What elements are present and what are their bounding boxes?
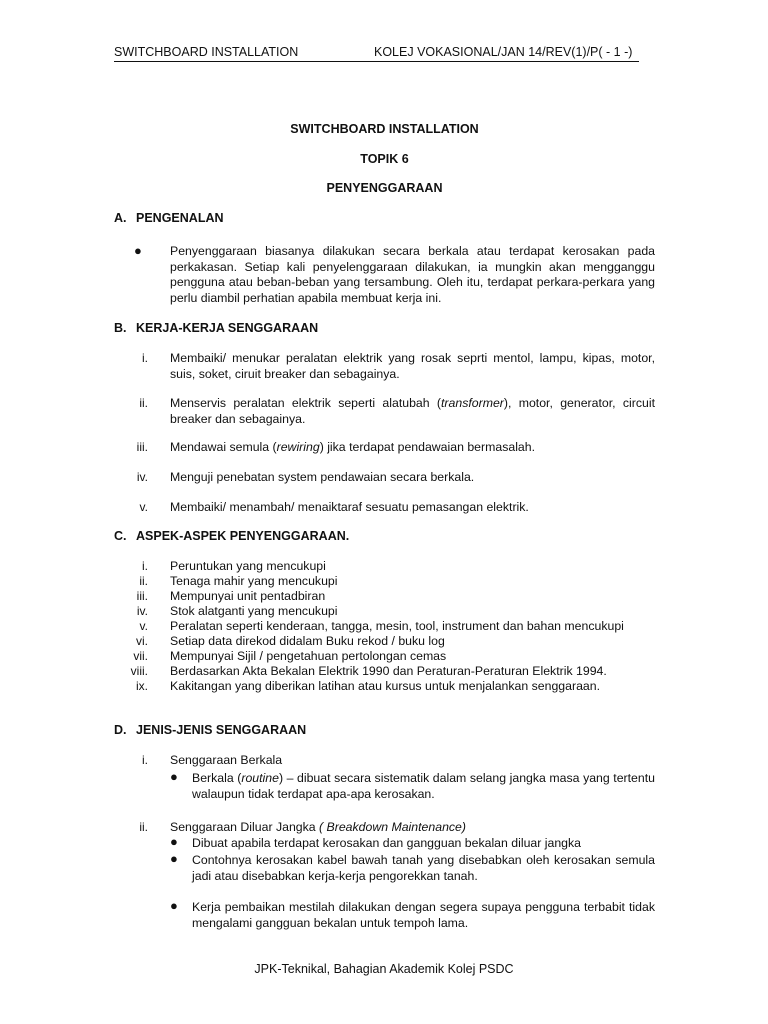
list-number: iii. [136, 440, 148, 454]
section-c-title: ASPEK-ASPEK PENYENGGARAAN. [136, 529, 350, 543]
section-a-paragraph: Penyenggaraan biasanya dilakukan secara berkala atau terdapat kerosakan pada perkakasan. Setiap kali penyelenggaraan dilakukan, ia mungkin akan mengganggu pengguna atau beban-beban yang tersambung. Oleh itu, terdapat perkara-perkara yang perlu diambil perhatian apabila membuat kerja ini. [170, 244, 655, 305]
list-item: Mendawai semula (rewiring) jika terdapat pendawaian bermasalah. [170, 440, 536, 454]
list-number: i. [142, 351, 148, 365]
list-item: Menservis peralatan elektrik seperti alatubah (transformer), motor, generator, circuit breaker dan sebagainya. [170, 396, 656, 426]
section-a-heading [114, 211, 224, 225]
list-item: Kakitangan yang diberikan latihan atau kursus untuk menjalankan senggaraan. [170, 679, 601, 693]
list-number: viii. [130, 664, 148, 678]
section-d-title: JENIS-JENIS SENGGARAAN [136, 723, 307, 737]
page-footer: JPK-Teknikal, Bahagian Akademik Kolej PSDC [254, 962, 514, 976]
section-c-heading [114, 529, 349, 543]
bullet-dot-icon: ● [134, 243, 142, 258]
section-b-heading [114, 321, 318, 335]
header-underline [114, 61, 639, 62]
list-item: Menguji penebatan system pendawaian secara berkala. [170, 470, 475, 484]
list-item-title: Senggaraan Berkala [170, 753, 283, 767]
sub-bullet: Contohnya kerosakan kabel bawah tanah yang disebabkan oleh kerosakan semula jadi atau disebabkan kerja-kerja pengorekkan tanah. [192, 853, 655, 883]
list-number: ii. [139, 396, 148, 410]
bullet-dot-icon: ● [170, 834, 178, 849]
list-item: Peralatan seperti kenderaan, tangga, mesin, tool, instrument dan bahan mencukupi [170, 619, 624, 633]
header-right: KOLEJ VOKASIONAL/JAN 14/REV(1)/P( - 1 -) [374, 45, 633, 59]
section-a-title: PENGENALAN [136, 211, 224, 225]
list-number: i. [142, 753, 148, 767]
section-d-heading [114, 723, 306, 737]
section-c-letter: C. [114, 529, 127, 543]
list-number: iii. [136, 589, 148, 603]
bullet-dot-icon: ● [170, 769, 178, 784]
list-item: Membaiki/ menukar peralatan elektrik yang rosak seprti mentol, lampu, kipas, motor, suis, soket, ciruit breaker dan sebagainya. [170, 351, 655, 381]
list-item: Membaiki/ menambah/ menaiktaraf sesuatu pemasangan elektrik. [170, 500, 529, 514]
sub-bullet: Dibuat apabila terdapat kerosakan dan gangguan bekalan diluar jangka [192, 836, 582, 850]
section-a-letter: A. [114, 211, 127, 225]
subject-title: PENYENGGARAAN [326, 181, 443, 195]
list-number: vii. [133, 649, 148, 663]
section-b-title: KERJA-KERJA SENGGARAAN [136, 321, 319, 335]
list-number: ii. [139, 574, 148, 588]
list-number: v. [139, 619, 148, 633]
list-item: Mempunyai unit pentadbiran [170, 589, 326, 603]
list-number: ix. [136, 679, 148, 693]
sub-bullet: Kerja pembaikan mestilah dilakukan dengan segera supaya pengguna terbabit tidak mengalami gangguan bekalan untuk tempoh lama. [192, 900, 655, 930]
bullet-dot-icon: ● [170, 851, 178, 866]
section-b-letter: B. [114, 321, 127, 335]
sub-bullet: Berkala (routine) – dibuat secara sistematik dalam selang jangka masa yang tertentu walaupun tidak terdapat apa-apa kerosakan. [192, 771, 655, 801]
main-title: SWITCHBOARD INSTALLATION [290, 122, 479, 136]
list-item: Stok alatganti yang mencukupi [170, 604, 338, 618]
list-number: i. [142, 559, 148, 573]
list-item: Mempunyai Sijil / pengetahuan pertolongan cemas [170, 649, 447, 663]
list-item: Peruntukan yang mencukupi [170, 559, 326, 573]
topic-title: TOPIK 6 [360, 152, 409, 166]
list-item: Berdasarkan Akta Bekalan Elektrik 1990 dan Peraturan-Peraturan Elektrik 1994. [170, 664, 607, 678]
header-left: SWITCHBOARD INSTALLATION [114, 45, 299, 59]
list-number: v. [139, 500, 148, 514]
section-d-letter: D. [114, 723, 127, 737]
list-number: vi. [136, 634, 148, 648]
list-number: ii. [139, 820, 148, 834]
list-number: iv. [136, 470, 148, 484]
list-item: Setiap data direkod didalam Buku rekod / buku log [170, 634, 445, 648]
list-number: iv. [136, 604, 148, 618]
bullet-dot-icon: ● [170, 898, 178, 913]
list-item-title: Senggaraan Diluar Jangka ( Breakdown Maintenance) [170, 820, 466, 834]
list-item: Tenaga mahir yang mencukupi [170, 574, 338, 588]
